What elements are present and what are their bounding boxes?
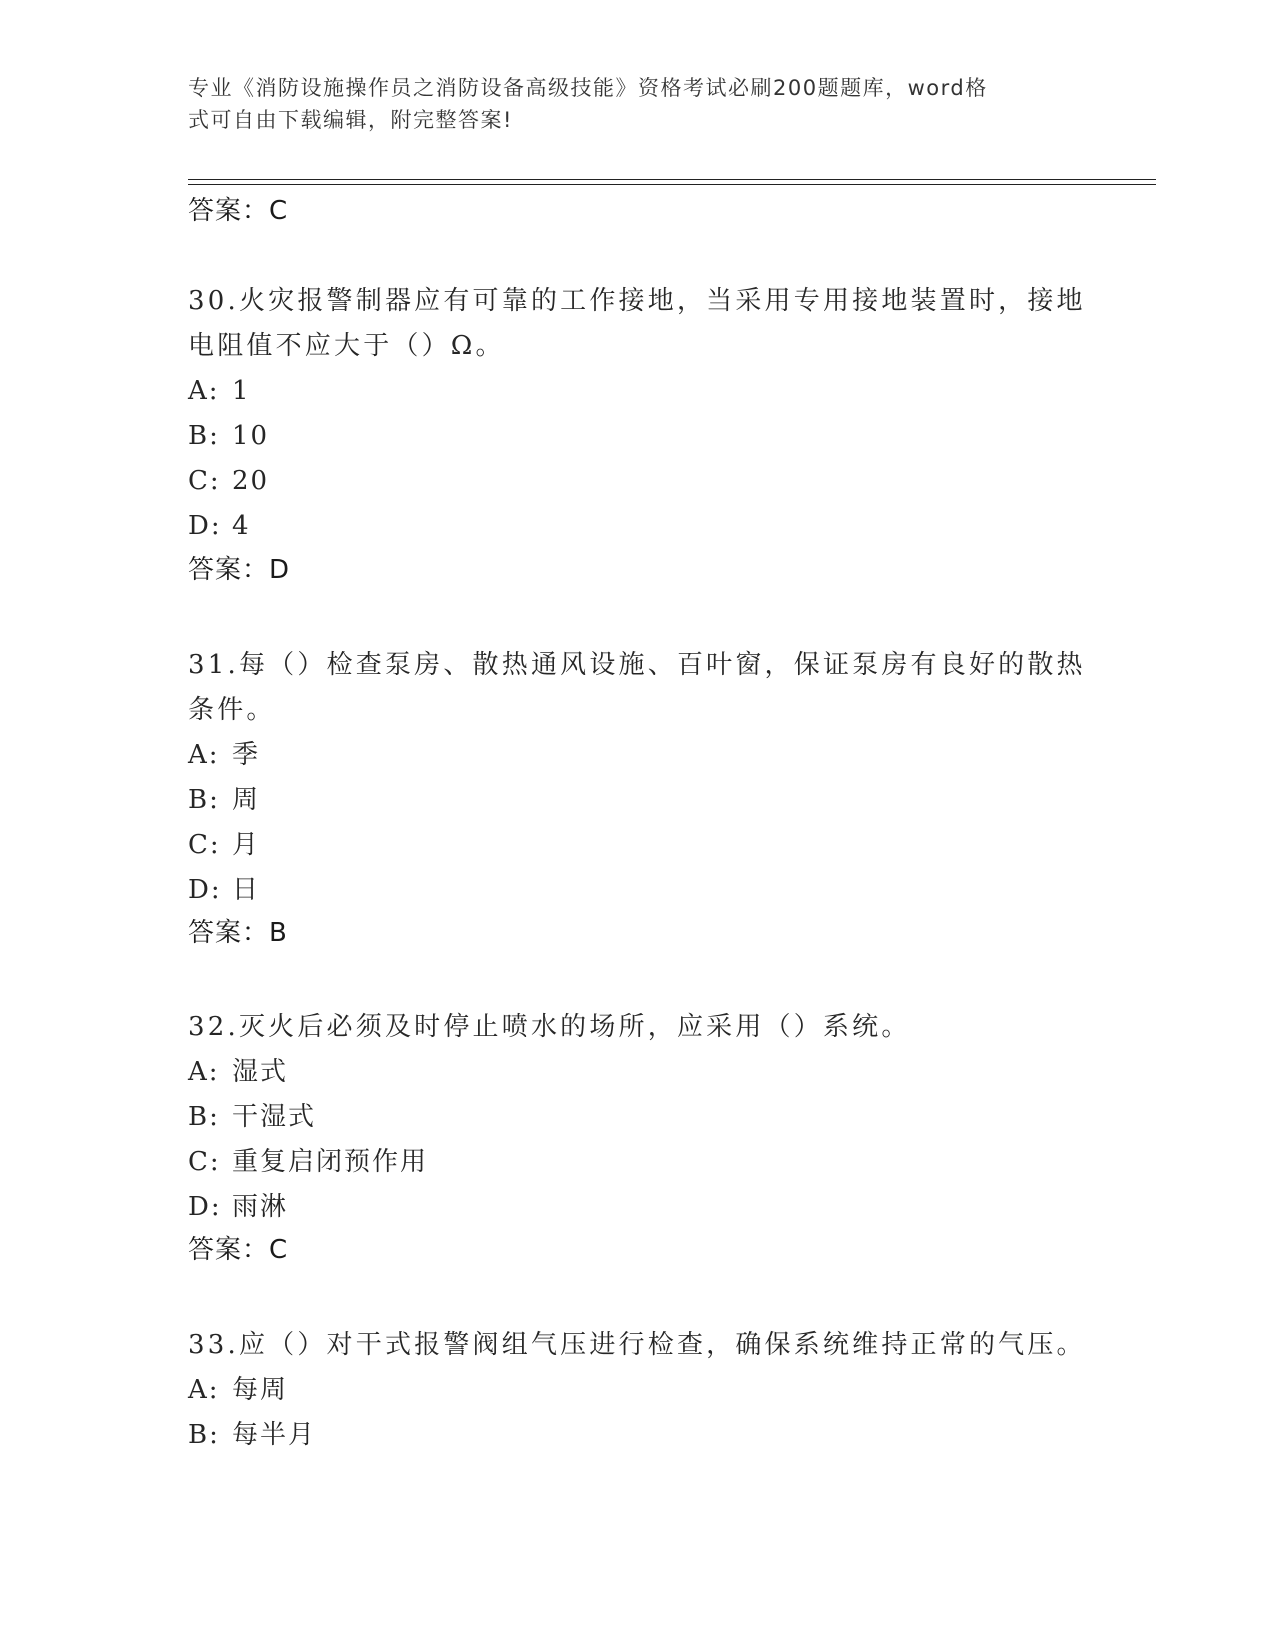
header-line-1: 专业《消防设施操作员之消防设备高级技能》资格考试必刷200题题库，word格 xyxy=(188,76,988,100)
option-text: 重复启闭预作用 xyxy=(232,1147,429,1177)
option-label: A: xyxy=(188,740,220,770)
option-text: 湿式 xyxy=(232,1057,289,1087)
option-label: C: xyxy=(188,1147,221,1177)
header-divider-top xyxy=(188,179,1156,180)
option-d xyxy=(188,1185,1088,1230)
question-item xyxy=(188,279,1088,549)
option-text: 雨淋 xyxy=(232,1192,289,1222)
answer-line: 答案：C xyxy=(188,1235,289,1265)
question-item xyxy=(188,643,1088,913)
option-text: 每周 xyxy=(232,1375,289,1405)
option-label: C: xyxy=(188,830,221,860)
option-label: A: xyxy=(188,376,220,406)
option-b xyxy=(188,778,1088,823)
option-a xyxy=(188,733,1088,778)
header-line-2: 式可自由下载编辑，附完整答案! xyxy=(188,108,513,132)
option-text: 日 xyxy=(232,875,261,905)
option-label: C: xyxy=(188,466,221,496)
document-header xyxy=(188,72,1088,136)
option-b xyxy=(188,1095,1088,1140)
option-d xyxy=(188,868,1088,913)
option-label: B: xyxy=(188,1102,220,1132)
option-text: 1 xyxy=(232,376,251,406)
answer-line: 答案：C xyxy=(188,196,289,226)
option-c xyxy=(188,459,1088,504)
option-label: D: xyxy=(188,1192,222,1222)
option-label: D: xyxy=(188,875,222,905)
answer-line: 答案：D xyxy=(188,555,291,585)
option-label: A: xyxy=(188,1375,220,1405)
question-item xyxy=(188,1005,1088,1230)
option-text: 干湿式 xyxy=(232,1102,317,1132)
option-d xyxy=(188,504,1088,549)
option-text: 周 xyxy=(232,785,261,815)
option-b xyxy=(188,414,1088,459)
option-c xyxy=(188,1140,1088,1185)
option-c xyxy=(188,823,1088,868)
option-label: D: xyxy=(188,511,222,541)
option-a xyxy=(188,1368,1088,1413)
option-a xyxy=(188,1050,1088,1095)
option-text: 20 xyxy=(232,466,270,496)
option-label: B: xyxy=(188,1420,220,1450)
option-label: B: xyxy=(188,421,220,451)
option-a xyxy=(188,369,1088,414)
option-text: 每半月 xyxy=(232,1420,317,1450)
header-divider-bottom xyxy=(188,184,1156,185)
question-text-line: 条件。 xyxy=(188,695,276,725)
option-text: 季 xyxy=(232,740,261,770)
option-text: 4 xyxy=(232,511,251,541)
question-item xyxy=(188,1323,1088,1458)
question-text-line: 31.每（）检查泵房、散热通风设施、百叶窗，保证泵房有良好的散热 xyxy=(188,650,1086,680)
option-label: B: xyxy=(188,785,220,815)
question-text-line: 33.应（）对干式报警阀组气压进行检查，确保系统维持正常的气压。 xyxy=(188,1330,1086,1360)
option-text: 10 xyxy=(232,421,270,451)
question-text-line: 电阻值不应大于（）Ω。 xyxy=(188,331,505,361)
option-text: 月 xyxy=(232,830,261,860)
question-text-line: 30.火灾报警制器应有可靠的工作接地，当采用专用接地装置时，接地 xyxy=(188,286,1086,316)
question-text-line: 32.灭火后必须及时停止喷水的场所，应采用（）系统。 xyxy=(188,1012,911,1042)
option-b xyxy=(188,1413,1088,1458)
option-label: A: xyxy=(188,1057,220,1087)
answer-line: 答案：B xyxy=(188,918,288,948)
